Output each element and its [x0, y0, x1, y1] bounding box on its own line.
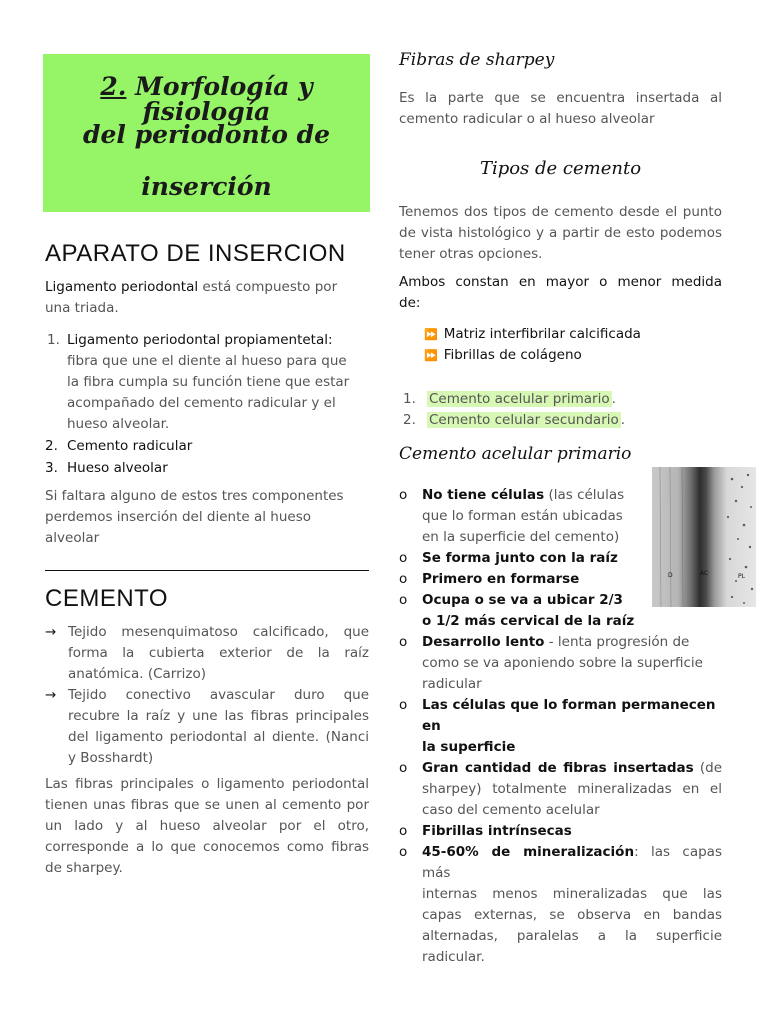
components-list [424, 324, 641, 366]
bullet-text: Matriz interfibrilar calcificada [443, 326, 641, 342]
list-number: 2. [45, 438, 58, 454]
sharpey-heading: Fibras de sharpey [399, 50, 555, 70]
list-item [45, 435, 375, 457]
item1-line: hueso alveolar. [67, 416, 170, 432]
tipos-line: de vista histológico y a partir de esto podemos [399, 225, 722, 241]
ambos-line: de: [399, 295, 421, 311]
arrow-icon: → [45, 624, 57, 640]
bullet-marker: o [399, 697, 408, 713]
list-item [424, 345, 641, 366]
divider [45, 570, 369, 571]
def-line: anatómica. (Carrizo) [68, 666, 207, 682]
types-list [399, 389, 625, 431]
intro-rest: está compuesto por [198, 279, 338, 295]
definition-item [45, 685, 369, 769]
i1-strong: No tiene células [422, 487, 545, 503]
list-item [399, 821, 722, 842]
item1-line: acompañado del cemento radicular y el [67, 395, 336, 411]
sharpey-line: Es la parte que se encuentra insertada al [399, 90, 722, 106]
list-item [424, 324, 641, 345]
sharpey-text [399, 88, 722, 130]
tipos-heading: Tipos de cemento [479, 158, 642, 179]
i4-line: Ocupa o se va a ubicar 2/3 [422, 592, 623, 608]
list-item [399, 389, 625, 410]
para-line: un lado y al hueso alveolar por el otro, [45, 818, 369, 834]
i7-line: sharpey) totalmente mineralizadas en el [422, 781, 722, 797]
title-line-2: del periodonto de [83, 120, 330, 149]
note-line: perdemos inserción del diente al hueso [45, 509, 311, 525]
aparato-note [45, 486, 375, 549]
title-text-1: Morfología y fisiología [135, 72, 313, 126]
i4-line: o 1/2 más cervical de la raíz [422, 613, 635, 629]
para-line: tienen unas fibras que se unen al cemento por [45, 797, 369, 813]
bullet-marker: o [399, 592, 408, 608]
title-line-1 [43, 74, 370, 124]
bullet-marker: o [399, 760, 408, 776]
item2-text: Cemento radicular [67, 438, 193, 454]
i5-strong: Desarrollo lento [422, 634, 545, 650]
cemento-definitions [45, 622, 369, 769]
bullet-marker: o [399, 634, 408, 650]
def-line: Tejido mesenquimatoso calcificado, que [68, 624, 369, 640]
item3-text: Hueso alveolar [67, 460, 168, 476]
note-line: Si faltara alguno de estos tres componentes [45, 488, 344, 504]
bullet-marker: o [399, 823, 408, 839]
title-box [43, 54, 370, 212]
list-item [399, 410, 625, 431]
def-line: recubre la raíz y une las fibras principales [68, 708, 369, 724]
i6-line: la superficie [422, 739, 516, 755]
photo-label-ac: AC [700, 570, 709, 577]
i3-text: Primero en formarse [422, 571, 580, 587]
i5-line: como se va aponiendo sobre la superficie [422, 655, 703, 671]
i9-line: radicular. [422, 949, 485, 965]
item1-colon: : [328, 332, 333, 348]
i8-text: Fibrillas intrínsecas [422, 823, 572, 839]
ambos-text [399, 272, 722, 314]
bullet-text: Fibrillas de colágeno [443, 347, 582, 363]
list-item [399, 569, 722, 590]
i7-rest: (de [693, 760, 722, 776]
bullet-marker: o [399, 550, 408, 566]
acelular-heading: Cemento acelular primario [399, 444, 632, 464]
arrow-icon: → [45, 687, 57, 703]
def-line: del ligamento periodontal al diente. (Nanci [68, 729, 369, 745]
note-line: alveolar [45, 530, 100, 546]
i2-text: Se forma junto con la raíz [422, 550, 618, 566]
i9-rest: : las capas más [422, 844, 722, 881]
type-celular: Cemento celular secundario [429, 412, 619, 428]
item1-line: fibra que une el diente al hueso para que [67, 353, 347, 369]
i9-line: alternadas, paralelas a la superficie [422, 928, 722, 944]
i9-line: internas menos mineralizadas que las [422, 886, 722, 902]
list-item [399, 548, 722, 569]
list-number: 1. [403, 391, 416, 407]
list-item [399, 632, 722, 695]
i5-rest: - lenta progresión de [544, 634, 690, 650]
dot: . [611, 391, 616, 407]
definition-item [45, 622, 369, 685]
intro-strong: Ligamento periodontal [45, 279, 199, 295]
list-item [399, 842, 722, 968]
i5-line: radicular [422, 676, 482, 692]
i9-line: capas externas, se observa en bandas [422, 907, 722, 923]
list-item [399, 695, 722, 758]
item1-line: la fibra cumpla su función tiene que estar [67, 374, 350, 390]
list-number: 2. [403, 412, 416, 428]
tipos-line: tener otras opciones. [399, 246, 543, 262]
def-line: forma la cubierta exterior de la raíz [68, 645, 369, 661]
list-number: 1. [47, 332, 60, 348]
list-item [45, 330, 375, 435]
tipos-line: Tenemos dos tipos de cemento desde el punto [399, 204, 722, 220]
def-line: Tejido conectivo avascular duro que [68, 687, 369, 703]
list-item [399, 590, 722, 632]
tipos-paragraph [399, 202, 722, 265]
bullet-marker: o [399, 571, 408, 587]
para-line: de sharpey. [45, 860, 123, 876]
list-item [399, 758, 722, 821]
title-line-3: inserción [141, 172, 272, 201]
aparato-intro [45, 277, 375, 319]
i1-line: en la superficie del cemento) [422, 529, 620, 545]
i1-line: que lo forman están ubicadas [422, 508, 623, 524]
list-item [45, 457, 375, 479]
fast-forward-icon: ⏩ [424, 349, 438, 362]
type-acelular: Cemento acelular primario [429, 391, 610, 407]
acelular-list [399, 485, 722, 968]
def-line: y Bosshardt) [68, 750, 154, 766]
list-item [399, 485, 722, 548]
triada-list [45, 330, 375, 479]
bullet-marker: o [399, 844, 408, 860]
i9-strong: 45-60% de mineralización [422, 844, 635, 860]
list-number: 3. [45, 460, 58, 476]
photo-label-d: D [668, 572, 673, 579]
intro-line-2: una triada. [45, 300, 119, 316]
cemento-heading: CEMENTO [45, 585, 169, 612]
i1-rest: (las células [544, 487, 625, 503]
para-line: Las fibras principales o ligamento periodontal [45, 776, 369, 792]
i6-line: Las células que lo forman permanecen en [422, 697, 716, 734]
bullet-marker: o [399, 487, 408, 503]
i7-strong: Gran cantidad de fibras insertadas [422, 760, 694, 776]
ambos-line: Ambos constan en mayor o menor medida [399, 274, 722, 290]
dot: . [620, 412, 626, 428]
item1-title: Ligamento periodontal propiamentetal [67, 332, 329, 348]
para-line: corresponde a lo que conocemos como fibras [45, 839, 369, 855]
photo-label-pl: PL [738, 573, 745, 580]
sharpey-line: cemento radicular o al hueso alveolar [399, 111, 655, 127]
cemento-paragraph [45, 774, 369, 879]
i7-line: caso del cemento acelular [422, 802, 600, 818]
aparato-heading: APARATO DE INSERCION [45, 240, 346, 267]
section-number: 2. [100, 72, 127, 101]
fast-forward-icon: ⏩ [424, 328, 438, 341]
